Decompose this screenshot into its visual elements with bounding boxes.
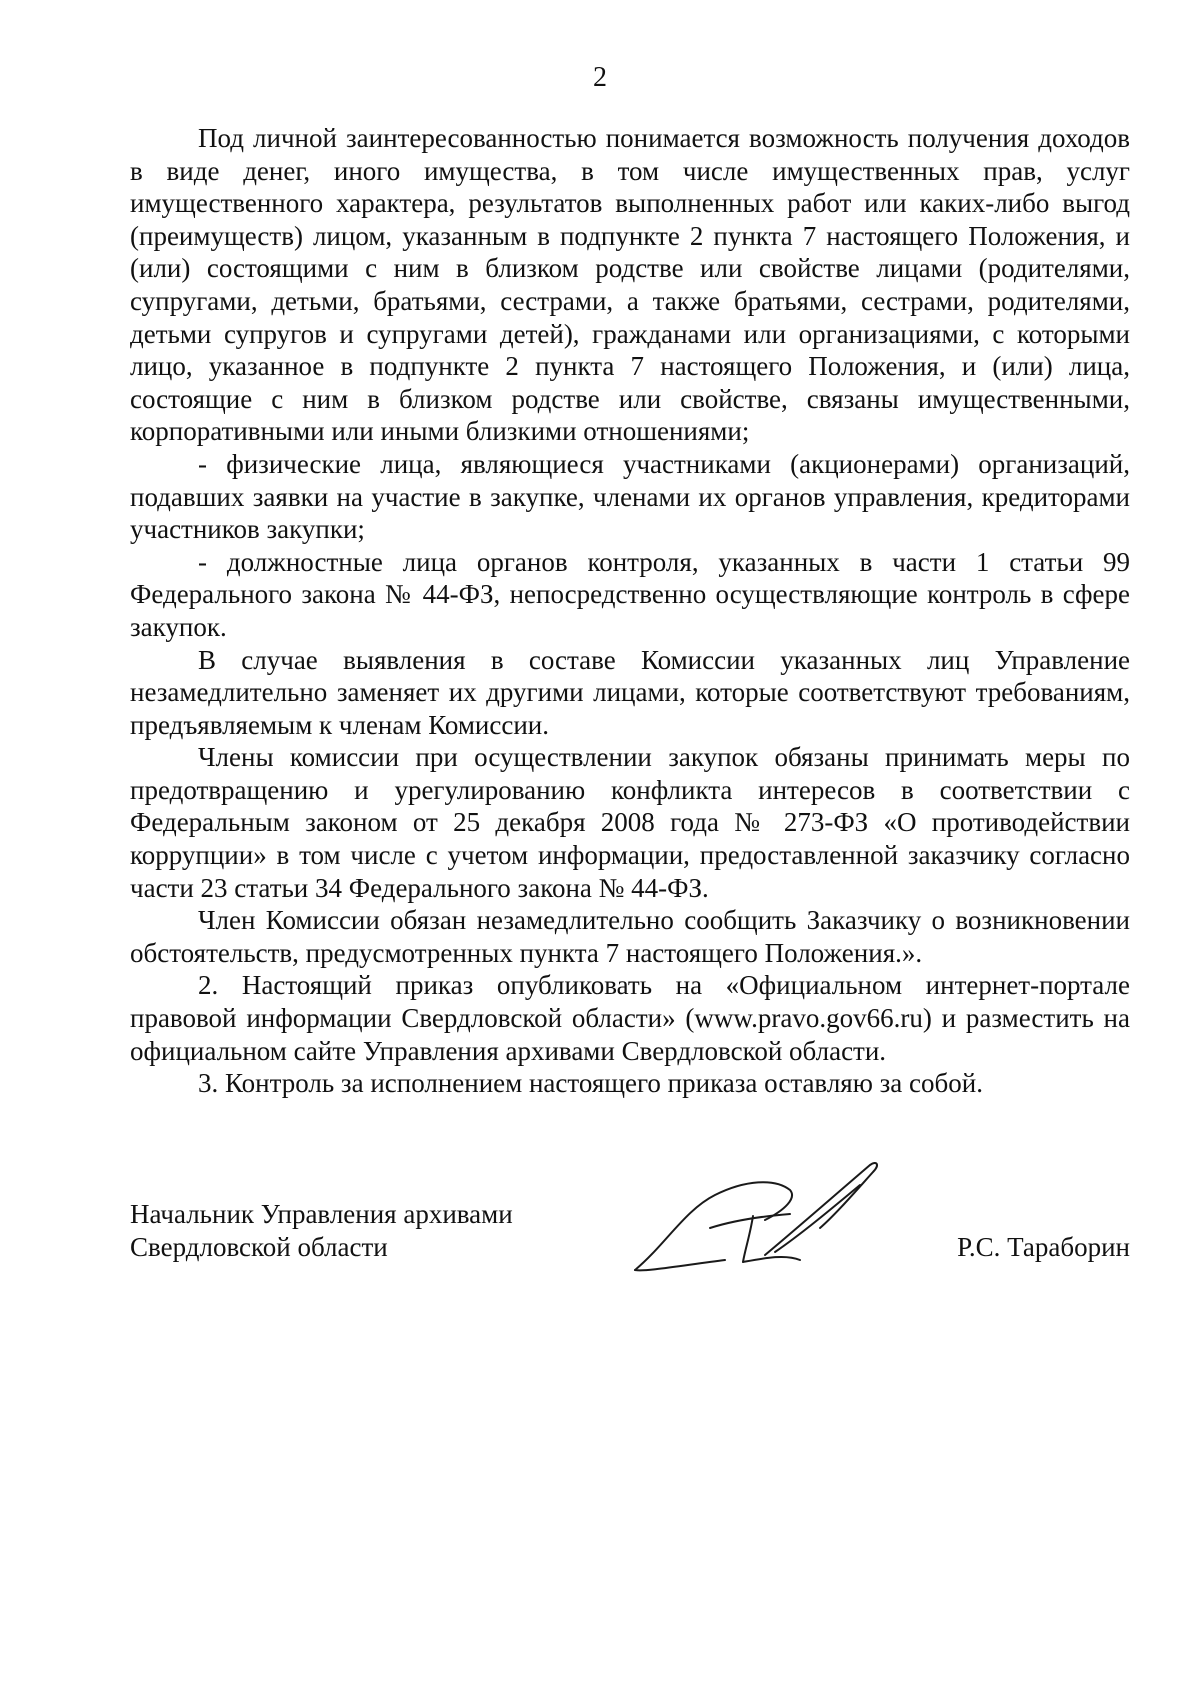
paragraph-personal-interest: Под личной заинтересованностью понимается возможность получения доходов в виде денег, иного имущества, в том числе имущественных прав, услуг имущественного характера, результатов выполненных работ или каких-либо выгод (преимуществ) лицом, указанным в подпункте 2 пункта 7 настоящего Положения, и (или) состоящими с ним в близком родстве или свойстве лицами (родителями, супругами, детьми, братьями, сестрами, а также братьями, сестрами, родителями, детьми супругов и супругами детей), гражданами или организациями, с которыми лицо, указанное в подпункте 2 пункта 7 настоящего Положения, и (или) лица, состоящие с ним в близком родстве или свойстве, связаны имущественными, корпоративными или иными близкими отношениями; [130, 123, 1130, 447]
signer-position [130, 1198, 513, 1264]
paragraph-conflict-of-interest: Члены комиссии при осуществлении закупок обязаны принимать меры по предотвращению и урегулированию конфликта интересов в соответствии с Федеральным законом от 25 декабря 2008 года № 273-ФЗ «О противодействии коррупции» в том числе с учетом информации, предоставленной заказчику согласно части 23 статьи 34 Федерального закона № 44-ФЗ. [130, 742, 1130, 903]
paragraph-replacement: В случае выявления в составе Комиссии указанных лиц Управление незамедлительно заменяет их другими лицами, которые соответствуют требованиям, предъявляемым к членам Комиссии. [130, 644, 1130, 740]
signer-position-line2: Свердловской области [130, 1232, 388, 1262]
document-body [130, 122, 1130, 1100]
paragraph-control: 3. Контроль за исполнением настоящего приказа оставляю за собой. [198, 1068, 983, 1099]
signer-name: Р.С. Тараборин [957, 1232, 1130, 1262]
paragraph-control-officials: - должностные лица органов контроля, указанных в части 1 статьи 99 Федерального закона № 44-ФЗ, непосредственно осуществляющие контроль в сфере закупок. [130, 546, 1130, 642]
page-number: 2 [593, 62, 607, 93]
signer-position-line1: Начальник Управления архивами [130, 1199, 513, 1229]
paragraph-member-obligation: Член Комиссии обязан незамедлительно сообщить Заказчику о возникновении обстоятельств, предусмотренных пункта 7 настоящего Положения.». [130, 905, 1130, 968]
paragraph-publication: 2. Настоящий приказ опубликовать на «Официальном интернет-портале правовой информации Свердловской области» (www.pravo.gov66.ru) и разместить на официальном сайте Управления архивами Свердловской области. [130, 970, 1130, 1066]
paragraph-individuals-participants: - физические лица, являющиеся участниками (акционерами) организаций, подавших заявки на участие в закупке, членами их органов управления, кредиторами участников закупки; [130, 448, 1130, 545]
signature-block [130, 1198, 1130, 1318]
